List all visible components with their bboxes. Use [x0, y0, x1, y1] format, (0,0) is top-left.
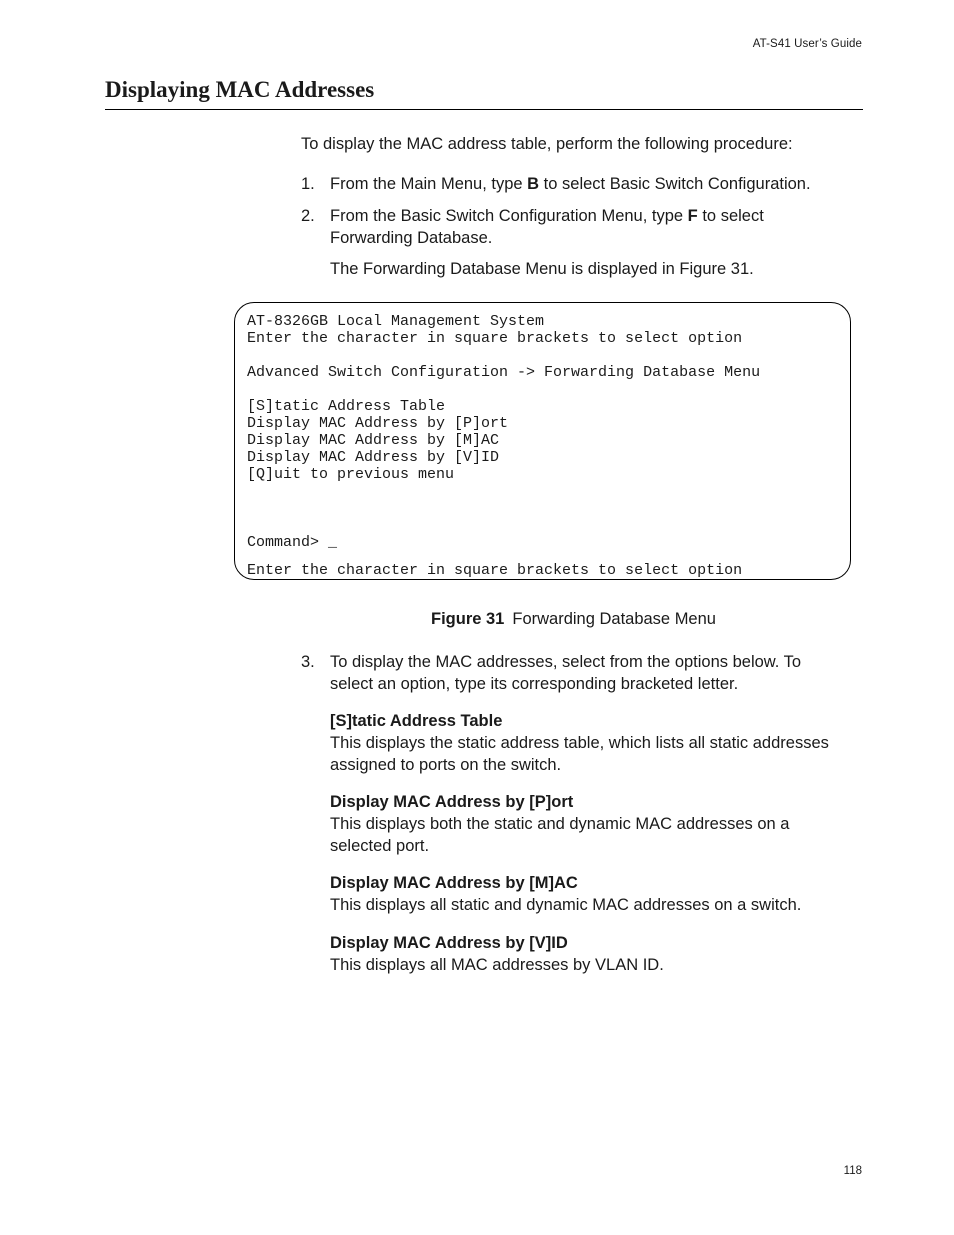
step-number: 2.: [301, 207, 315, 225]
terminal-footer-line: Enter the character in square brackets to select option: [247, 562, 743, 579]
option-title: Display MAC Address by [M]AC: [330, 874, 578, 892]
step-number: 1.: [301, 175, 315, 193]
key-letter: B: [527, 175, 540, 193]
step-text: To display the MAC addresses, select from the options below. To select an option, type its corresponding bracketed letter.: [330, 653, 802, 693]
figure-caption: [431, 610, 716, 629]
option-description: This displays all static and dynamic MAC addresses on a switch.: [330, 896, 802, 914]
step-text: From the Basic Switch Configuration Menu, type F to select Forwarding Database.: [330, 207, 764, 247]
option-description: This displays the static address table, which lists all static addresses assigned to ports on the switch.: [330, 734, 829, 774]
figure-reference-note: The Forwarding Database Menu is displayed in Figure 31.: [330, 260, 754, 278]
option-title: Display MAC Address by [P]ort: [330, 793, 574, 811]
option-static-address-table: [330, 710, 830, 776]
step-2: [301, 205, 841, 249]
terminal-screen: [234, 302, 851, 580]
page-number: 118: [843, 1165, 862, 1177]
step-3: [301, 651, 841, 695]
option-by-mac: [330, 872, 830, 916]
option-description: This displays all MAC addresses by VLAN ID.: [330, 956, 664, 974]
running-header: AT-S41 User’s Guide: [752, 38, 862, 50]
key-letter: F: [687, 207, 698, 225]
step-text: From the Main Menu, type B to select Basic Switch Configuration.: [330, 175, 811, 193]
option-title: [S]tatic Address Table: [330, 712, 503, 730]
terminal-menu-text: AT-8326GB Local Management System Enter the character in square brackets to select option Advanced Switch Configuration -> Forwarding Database Menu [S]tatic Address Table Display MAC Address by [P]ort Display MAC Address by [M]AC Display MAC Address by [V]ID [Q]uit to previous menu Command> _: [247, 313, 761, 551]
option-by-vid: [330, 932, 830, 976]
step-number: 3.: [301, 653, 315, 671]
intro-text: To display the MAC address table, perform the following procedure:: [301, 135, 793, 153]
title-rule: [105, 109, 863, 110]
option-description: This displays both the static and dynamic MAC addresses on a selected port.: [330, 815, 790, 855]
figure-title: Forwarding Database Menu: [512, 610, 716, 628]
step-1: [301, 173, 841, 195]
figure-label: Figure 31: [431, 610, 505, 628]
option-title: Display MAC Address by [V]ID: [330, 934, 568, 952]
option-by-port: [330, 791, 830, 857]
section-title: Displaying MAC Addresses: [105, 77, 375, 102]
